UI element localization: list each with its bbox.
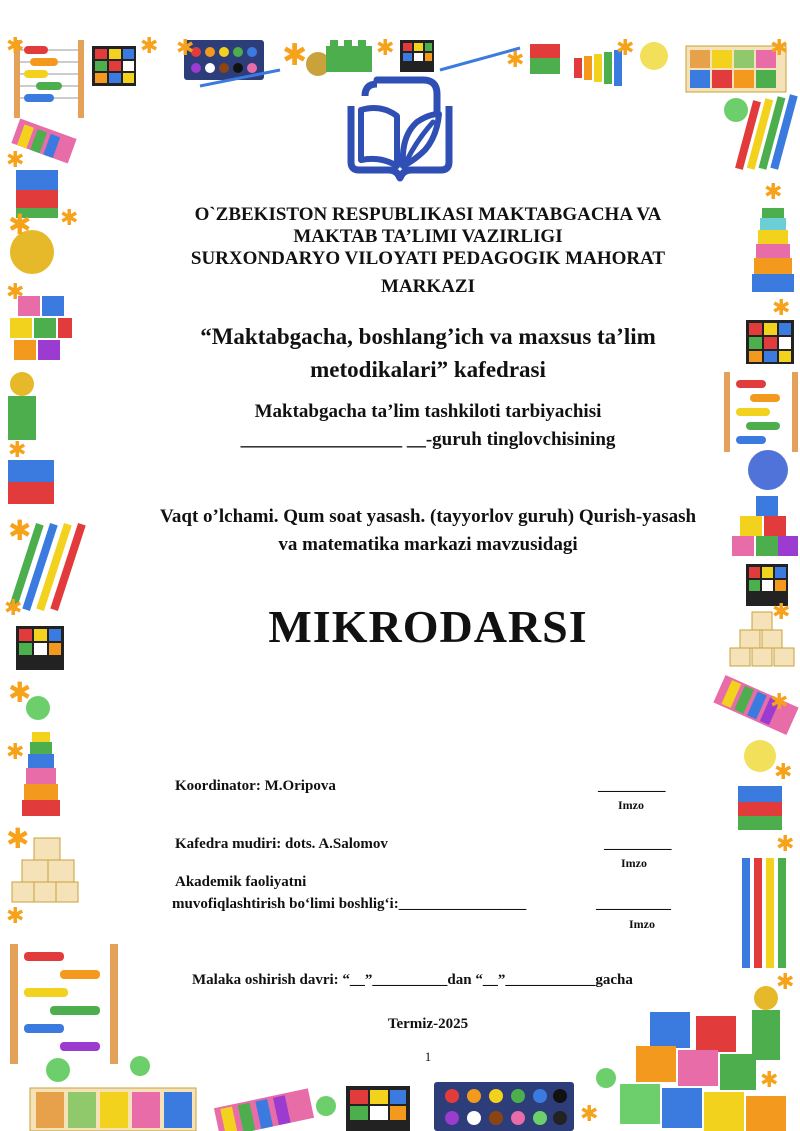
star-icon: ✱	[764, 180, 783, 205]
paint-palette-icon	[184, 40, 280, 86]
star-icon: ✱	[6, 34, 25, 59]
academic-imzo: Imzo	[629, 917, 655, 931]
trainee-line-1: Maktabgacha ta’lim tashkiloti tarbiyachisi	[254, 401, 602, 422]
letter-blocks-icon	[10, 296, 72, 360]
academic-label-1: Akademik faoliyatni	[175, 874, 307, 890]
academic-label-2: muvofiqlashtirish bo‘limi boshlig‘i:_________________	[172, 896, 527, 912]
star-icon: ✱	[376, 36, 395, 61]
topic-line-1: Vaqt o’lchami. Qum soat yasash. (tayyorlov guruh) Qurish-yasash	[159, 506, 697, 527]
coordinator-label: Koordinator: M.Oripova	[175, 778, 336, 794]
center-line-2: MARKAZI	[381, 276, 475, 297]
coordinator-imzo: Imzo	[618, 798, 644, 812]
academic-signature-line: __________	[596, 896, 671, 912]
trainee-line-2: _________________ __-guruh tinglovchisining	[240, 429, 616, 450]
ministry-heading	[100, 204, 756, 298]
stacking-toy-icon	[22, 732, 60, 816]
star-icon: ✱	[140, 34, 159, 59]
star-icon: ✱	[770, 690, 789, 715]
star-icon: ✱	[6, 148, 25, 173]
star-icon: ✱	[772, 600, 791, 625]
book-leaf-logo-icon	[345, 74, 455, 184]
star-icon: ✱	[774, 760, 793, 785]
star-icon: ✱	[506, 48, 525, 73]
document-title: MIKRODARSI	[268, 601, 588, 652]
star-icon: ✱	[8, 438, 27, 463]
xylophone-icon	[574, 50, 622, 86]
department-heading	[100, 320, 756, 386]
head-signature-line: _________	[604, 836, 672, 852]
star-icon: ✱	[176, 36, 195, 61]
abacus-icon	[14, 40, 84, 118]
star-icon: ✱	[6, 822, 30, 855]
department-line-2: metodikalari” kafedrasi	[310, 357, 546, 382]
star-icon: ✱	[8, 208, 32, 241]
star-icon: ✱	[6, 740, 25, 765]
star-icon: ✱	[8, 676, 32, 709]
star-icon: ✱	[282, 38, 308, 73]
rubik-cube-icon	[92, 46, 136, 86]
star-icon: ✱	[776, 832, 795, 857]
topic-line-2: va matematika markazi mavzusidagi	[278, 534, 578, 555]
star-icon: ✱	[760, 1068, 779, 1093]
coordinator-signature-line: _________	[598, 778, 666, 794]
star-icon: ✱	[616, 36, 635, 61]
star-icon: ✱	[6, 280, 25, 305]
topic-heading	[118, 503, 738, 559]
center-line-1: SURXONDARYO VILOYATI PEDAGOGIK MAHORAT	[190, 248, 666, 269]
department-line-1: “Maktabgacha, boshlang’ich va maxsus ta’lim	[200, 324, 656, 349]
ball-icon	[744, 740, 776, 772]
star-icon: ✱	[580, 1102, 599, 1127]
head-label: Kafedra mudiri: dots. A.Salomov	[175, 836, 388, 852]
star-icon: ✱	[770, 36, 789, 61]
star-icon: ✱	[776, 970, 795, 995]
star-icon: ✱	[60, 206, 79, 231]
page-number: 1	[424, 1049, 432, 1064]
place-year: Termiz-2025	[387, 1016, 469, 1032]
star-icon: ✱	[772, 296, 791, 321]
head-imzo: Imzo	[621, 856, 647, 870]
star-icon: ✱	[4, 596, 23, 621]
trainee-heading	[100, 398, 756, 454]
training-period: Malaka oshirish davri: “__”__________dan “__”____________gacha	[192, 972, 633, 988]
ministry-line-2: MAKTAB TA’LIMI VAZIRLIGI	[293, 226, 563, 247]
star-icon: ✱	[6, 904, 25, 929]
lego-brick-icon	[326, 40, 372, 72]
ministry-line-1: O`ZBEKISTON RESPUBLIKASI MAKTABGACHA VA	[194, 204, 662, 225]
star-icon: ✱	[8, 514, 32, 547]
